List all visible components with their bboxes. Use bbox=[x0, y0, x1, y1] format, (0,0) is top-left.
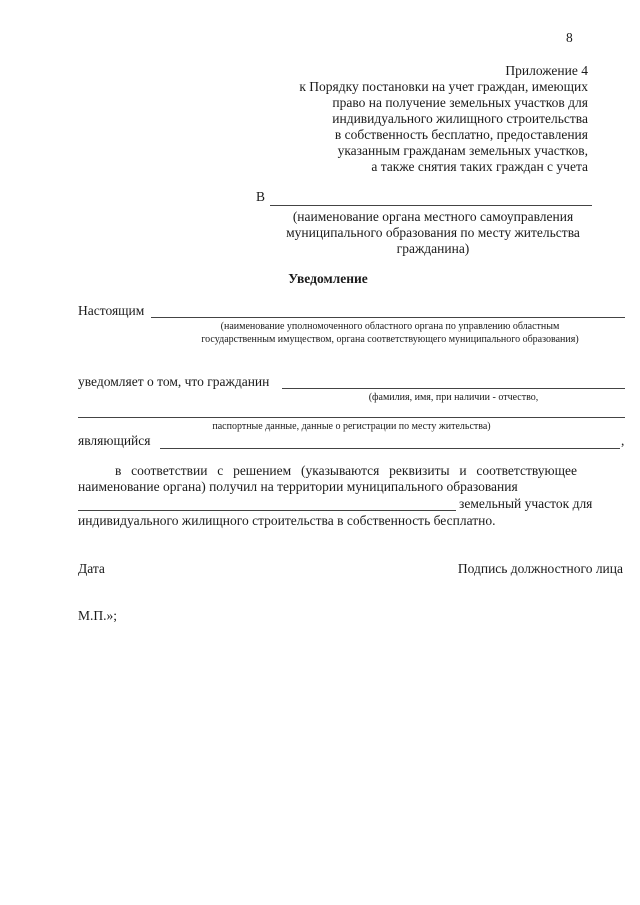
header-line: в собственность бесплатно, предоставления bbox=[334, 127, 588, 142]
citizen-blank-line bbox=[282, 388, 625, 389]
addressee-caption-line: гражданина) bbox=[396, 241, 470, 256]
addressee-caption-line: (наименование органа местного самоуправления bbox=[292, 209, 574, 224]
resident-label: являющийся bbox=[78, 433, 151, 448]
addressee-caption bbox=[268, 209, 598, 257]
header-line: к Порядку постановки на учет граждан, имеющих bbox=[299, 79, 588, 94]
header-line: право на получение земельных участков для bbox=[332, 95, 588, 110]
paragraph-line: в соответствии с решением (указываются реквизиты и соответствующее bbox=[115, 463, 577, 478]
municipality-blank-line bbox=[78, 510, 456, 511]
citizen-caption: (фамилия, имя, при наличии - отчество, bbox=[368, 392, 539, 403]
addressee-caption-line: муниципального образования по месту жительства bbox=[286, 225, 580, 240]
resident-comma: , bbox=[621, 433, 625, 448]
addressee-blank-line bbox=[270, 205, 592, 206]
header-line: Приложение 4 bbox=[505, 63, 588, 78]
paragraph-line: наименование органа) получил на территории муниципального образования bbox=[78, 479, 518, 494]
authority-blank-line bbox=[151, 317, 625, 318]
paragraph-line: земельный участок для bbox=[459, 496, 593, 511]
authority-caption-line: государственным имуществом, органа соответствующего муниципального образования) bbox=[201, 334, 579, 345]
passport-caption: паспортные данные, данные о регистрации по месту жительства) bbox=[212, 421, 491, 432]
signature-label: Подпись должностного лица bbox=[457, 561, 623, 576]
date-label: Дата bbox=[78, 561, 105, 576]
appendix-header bbox=[299, 63, 588, 175]
header-line: индивидуального жилищного строительства bbox=[332, 111, 588, 126]
header-line: а также снятия таких граждан с учета bbox=[371, 159, 588, 174]
authority-caption-line: (наименование уполномоченного областного органа по управлению областным bbox=[220, 321, 560, 332]
passport-blank-line bbox=[78, 417, 625, 418]
page-number: 8 bbox=[566, 30, 573, 45]
nastoyashchim-label: Настоящим bbox=[78, 303, 145, 318]
notifies-label: уведомляет о том, что гражданин bbox=[78, 374, 270, 389]
authority-caption bbox=[155, 320, 625, 346]
addressee-prefix: В bbox=[256, 189, 266, 204]
header-line: указанным гражданам земельных участков, bbox=[337, 143, 588, 158]
seal-label: М.П.»; bbox=[78, 608, 118, 623]
resident-blank-line bbox=[160, 448, 620, 449]
document-title: Уведомление bbox=[288, 271, 368, 286]
paragraph-line: индивидуального жилищного строительства в собственность бесплатно. bbox=[78, 513, 496, 528]
